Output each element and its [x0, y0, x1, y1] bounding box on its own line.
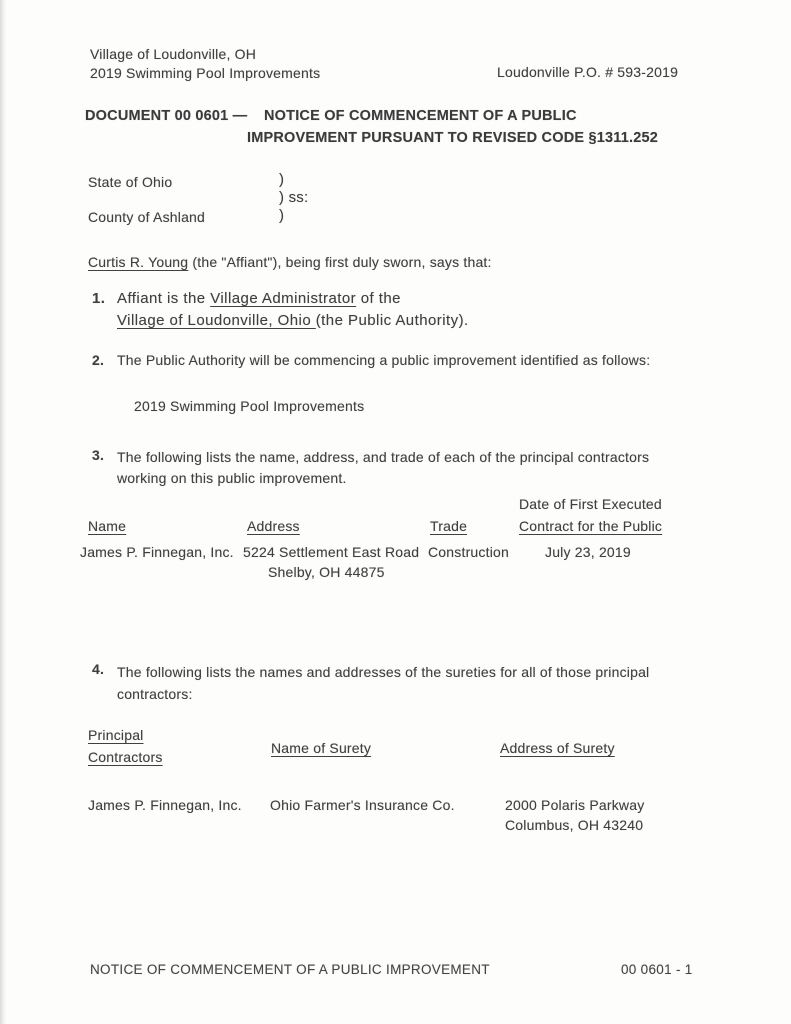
- contractors-col-date-line1: Date of First Executed: [519, 496, 662, 512]
- contractor-row-name: James P. Finnegan, Inc.: [80, 544, 234, 560]
- surety-row-address1: 2000 Polaris Parkway: [505, 797, 645, 813]
- surety-row-address2: Columbus, OH 43240: [505, 817, 644, 833]
- venue-paren-top: ): [279, 171, 285, 188]
- contractor-row-address1: 5224 Settlement East Road: [243, 544, 420, 560]
- header-organization: Village of Loudonville, OH: [90, 46, 257, 62]
- item1-line2: [117, 310, 469, 332]
- surety-row-principal: James P. Finnegan, Inc.: [88, 797, 242, 813]
- item1-mid: of the: [356, 290, 401, 307]
- contractors-col-name: Name: [88, 518, 127, 534]
- header-po-number: Loudonville P.O. # 593-2019: [497, 64, 679, 80]
- contractors-col-trade: Trade: [430, 518, 468, 534]
- sureties-col-surety-address: Address of Surety: [500, 740, 615, 756]
- contractors-col-address: Address: [247, 518, 300, 534]
- item1-text: [117, 288, 469, 332]
- venue-paren-bottom: ): [279, 207, 285, 224]
- item3-text: The following lists the name, address, and trade of each of the principal contractors working on this public improvement.: [117, 449, 650, 486]
- venue-ss: ) ss:: [279, 189, 309, 206]
- contractor-row-address2: Shelby, OH 44875: [268, 564, 385, 580]
- document-title-line2: IMPROVEMENT PURSUANT TO REVISED CODE §1311.252: [247, 130, 659, 146]
- document-number-label: DOCUMENT 00 0601 —: [85, 108, 248, 124]
- item2-project-name: 2019 Swimming Pool Improvements: [134, 398, 365, 414]
- item2-number: 2.: [92, 352, 105, 368]
- affiant-line: [88, 254, 492, 270]
- item1-number: 1.: [92, 290, 106, 307]
- sureties-col-principal-line1: Principal: [88, 727, 144, 743]
- sureties-col-principal-line2: Contractors: [88, 749, 163, 765]
- item2-text: The Public Authority will be commencing a public improvement identified as follows:: [117, 352, 651, 368]
- item4-text: The following lists the names and addresses of the sureties for all of those principal contractors:: [117, 664, 650, 702]
- item4-number: 4.: [92, 661, 105, 677]
- item1-pre: Affiant is the: [117, 290, 211, 307]
- contractor-row-trade: Construction: [428, 544, 509, 560]
- contractors-col-date-line2: Contract for the Public: [519, 518, 663, 534]
- sureties-col-surety-name: Name of Surety: [271, 740, 372, 756]
- venue-state: State of Ohio: [88, 174, 173, 190]
- item1-role-underlined: Village Administrator: [210, 290, 357, 307]
- item1-line1: [117, 288, 469, 310]
- item1-entity-underlined: Village of Loudonville, Ohio: [117, 312, 316, 329]
- affiant-name: Curtis R. Young: [88, 254, 189, 270]
- footer-document-title: NOTICE OF COMMENCEMENT OF A PUBLIC IMPROVEMENT: [90, 962, 490, 977]
- header-project: 2019 Swimming Pool Improvements: [90, 65, 321, 81]
- footer-page-number: 00 0601 - 1: [621, 962, 693, 977]
- item3-number: 3.: [92, 447, 105, 463]
- item1-post: (the Public Authority).: [315, 312, 469, 329]
- affiant-line-rest: (the "Affiant"), being first duly sworn, says that:: [188, 254, 492, 270]
- surety-row-surety-name: Ohio Farmer's Insurance Co.: [270, 797, 455, 813]
- contractor-row-date: July 23, 2019: [545, 544, 631, 560]
- venue-county: County of Ashland: [88, 209, 206, 225]
- document-title-line1: NOTICE OF COMMENCEMENT OF A PUBLIC: [264, 108, 577, 124]
